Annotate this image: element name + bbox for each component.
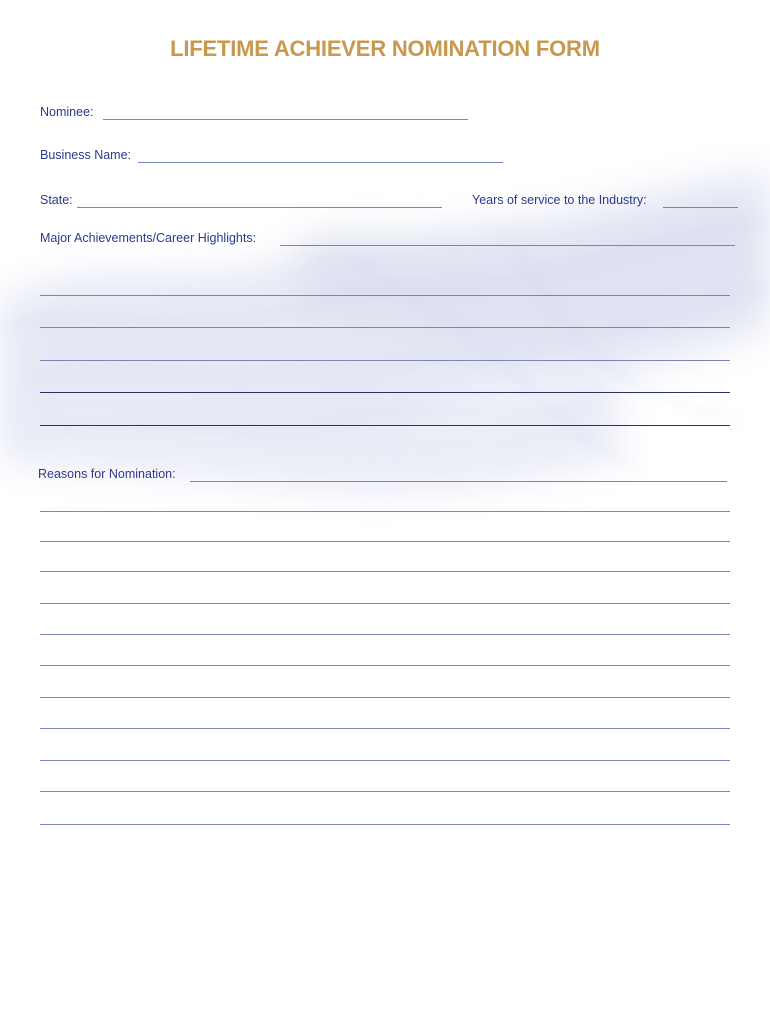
- reasons-extra-line: [40, 824, 730, 825]
- form-title: LIFETIME ACHIEVER NOMINATION FORM: [170, 36, 600, 61]
- state-label: State:: [40, 193, 73, 207]
- reasons-extra-line: [40, 571, 730, 572]
- achievements-line: [40, 360, 730, 361]
- reasons-extra-line: [40, 511, 730, 512]
- reasons-extra-line: [40, 541, 730, 542]
- business-name-field[interactable]: [138, 147, 507, 163]
- reasons-extra-line: [40, 665, 730, 666]
- reasons-extra-line: [40, 697, 730, 698]
- major-achievements-field[interactable]: [280, 230, 739, 246]
- years-of-service-label: Years of service to the Industry:: [472, 193, 647, 207]
- major-achievements-label: Major Achievements/Career Highlights:: [40, 231, 257, 245]
- state-field[interactable]: [77, 192, 446, 208]
- nominee-field[interactable]: [103, 104, 472, 120]
- reasons-extra-line: [40, 728, 730, 729]
- reasons-extra-line: [40, 760, 730, 761]
- reasons-label: Reasons for Nomination:: [38, 467, 176, 481]
- reasons-extra-line: [40, 603, 730, 604]
- reasons-extra-line: [40, 634, 730, 635]
- reasons-extra-line: [40, 791, 730, 792]
- business-name-label: Business Name:: [40, 148, 132, 162]
- years-of-service-field[interactable]: [663, 192, 742, 208]
- nominee-label: Nominee:: [40, 105, 94, 119]
- achievements-line: [40, 295, 730, 296]
- achievements-line: [40, 425, 730, 426]
- achievements-line: [40, 392, 730, 393]
- reasons-field[interactable]: [190, 466, 731, 482]
- achievements-line: [40, 327, 730, 328]
